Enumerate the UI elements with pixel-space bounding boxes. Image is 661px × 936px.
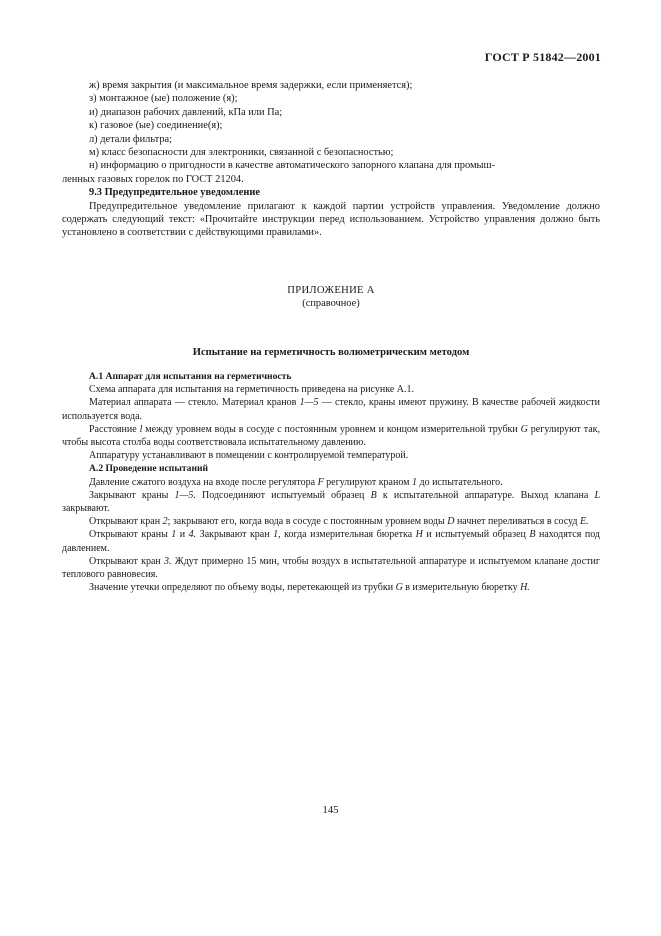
a2-paragraph-2: Закрывают краны 1—5. Подсоединяют испытуемый образец B к испытательной аппаратуре. Выход клапана L закрывают. <box>62 489 600 515</box>
list-item: и) диапазон рабочих давлений, кПа или Па; <box>89 106 283 118</box>
appendix-subtitle: (справочное) <box>302 298 360 309</box>
appendix-title: ПРИЛОЖЕНИЕ А <box>287 285 375 296</box>
list-item: з) монтажное (ые) положение (я); <box>89 93 238 105</box>
a1-paragraph-1: Схема аппарата для испытания на герметичность приведена на рисунке А.1. <box>89 384 414 396</box>
appendix-body <box>62 370 600 594</box>
a2-title: А.2 Проведение испытаний <box>89 463 209 475</box>
section-9-3-text: Предупредительное уведомление прилагают к каждой партии устройств управления. Уведомление должно содержать следующий текст: «Прочитайте инструкции перед использованием. Устройство управления должно быть установлено в соответствии с действующими правилами». <box>62 200 600 239</box>
appendix-section-title: Испытание на герметичность волюметрическим методом <box>192 347 470 358</box>
a2-paragraph-6: Значение утечки определяют по объему воды, перетекающей из трубки G в измерительную бюретку H. <box>89 582 530 594</box>
a2-paragraph-4: Открывают краны 1 и 4. Закрывают кран 1, когда измерительная бюретка H и испытуемый образец B находятся под давлением. <box>62 529 600 554</box>
a1-paragraph-2: Материал аппарата — стекло. Материал кранов 1—5 — стекло, краны имеют пружину. В качестве рабочей жидкости используется вода. <box>62 397 600 422</box>
requirements-list <box>62 79 600 240</box>
page-number: 145 <box>322 805 339 816</box>
list-item: м) класс безопасности для электроники, связанной с безопасностью; <box>89 147 394 159</box>
list-item: н) информацию о пригодности в качестве автоматического запорного клапана для промыш- <box>89 160 495 172</box>
a1-paragraph-4: Аппаратуру устанавливают в помещении с контролируемой температурой. <box>89 450 409 462</box>
a1-title: А.1 Аппарат для испытания на герметичность <box>89 371 292 382</box>
document-code: ГОСТ Р 51842—2001 <box>484 50 601 64</box>
a2-paragraph-5: Открывают кран 3. Ждут примерно 15 мин, чтобы воздух в испытательной аппаратуре и испытуемом клапане достиг теплового равновесия. <box>62 555 600 581</box>
a1-paragraph-3: Расстояние l между уровнем воды в сосуде с постоянным уровнем и концом измерительной трубки G регулируют так, чтобы высота столба воды соответствовала испытательному давлению. <box>62 423 600 449</box>
list-item: ж) время закрытия (и максимальное время задержки, если применяется); <box>89 80 413 91</box>
list-item-continuation: ленных газовых горелок по ГОСТ 21204. <box>62 173 244 185</box>
list-item: к) газовое (ые) соединение(я); <box>89 120 223 132</box>
a2-paragraph-3: Открывают кран 2; закрывают его, когда вода в сосуде с постоянным уровнем воды D начнет переливаться в сосуд E. <box>89 516 589 528</box>
a2-paragraph-1: Давление сжатого воздуха на входе после регулятора F регулируют краном 1 до испытательного. <box>89 476 503 488</box>
list-item: л) детали фильтра; <box>89 133 173 145</box>
section-9-3-title: 9.3 Предупредительное уведомление <box>89 187 260 199</box>
